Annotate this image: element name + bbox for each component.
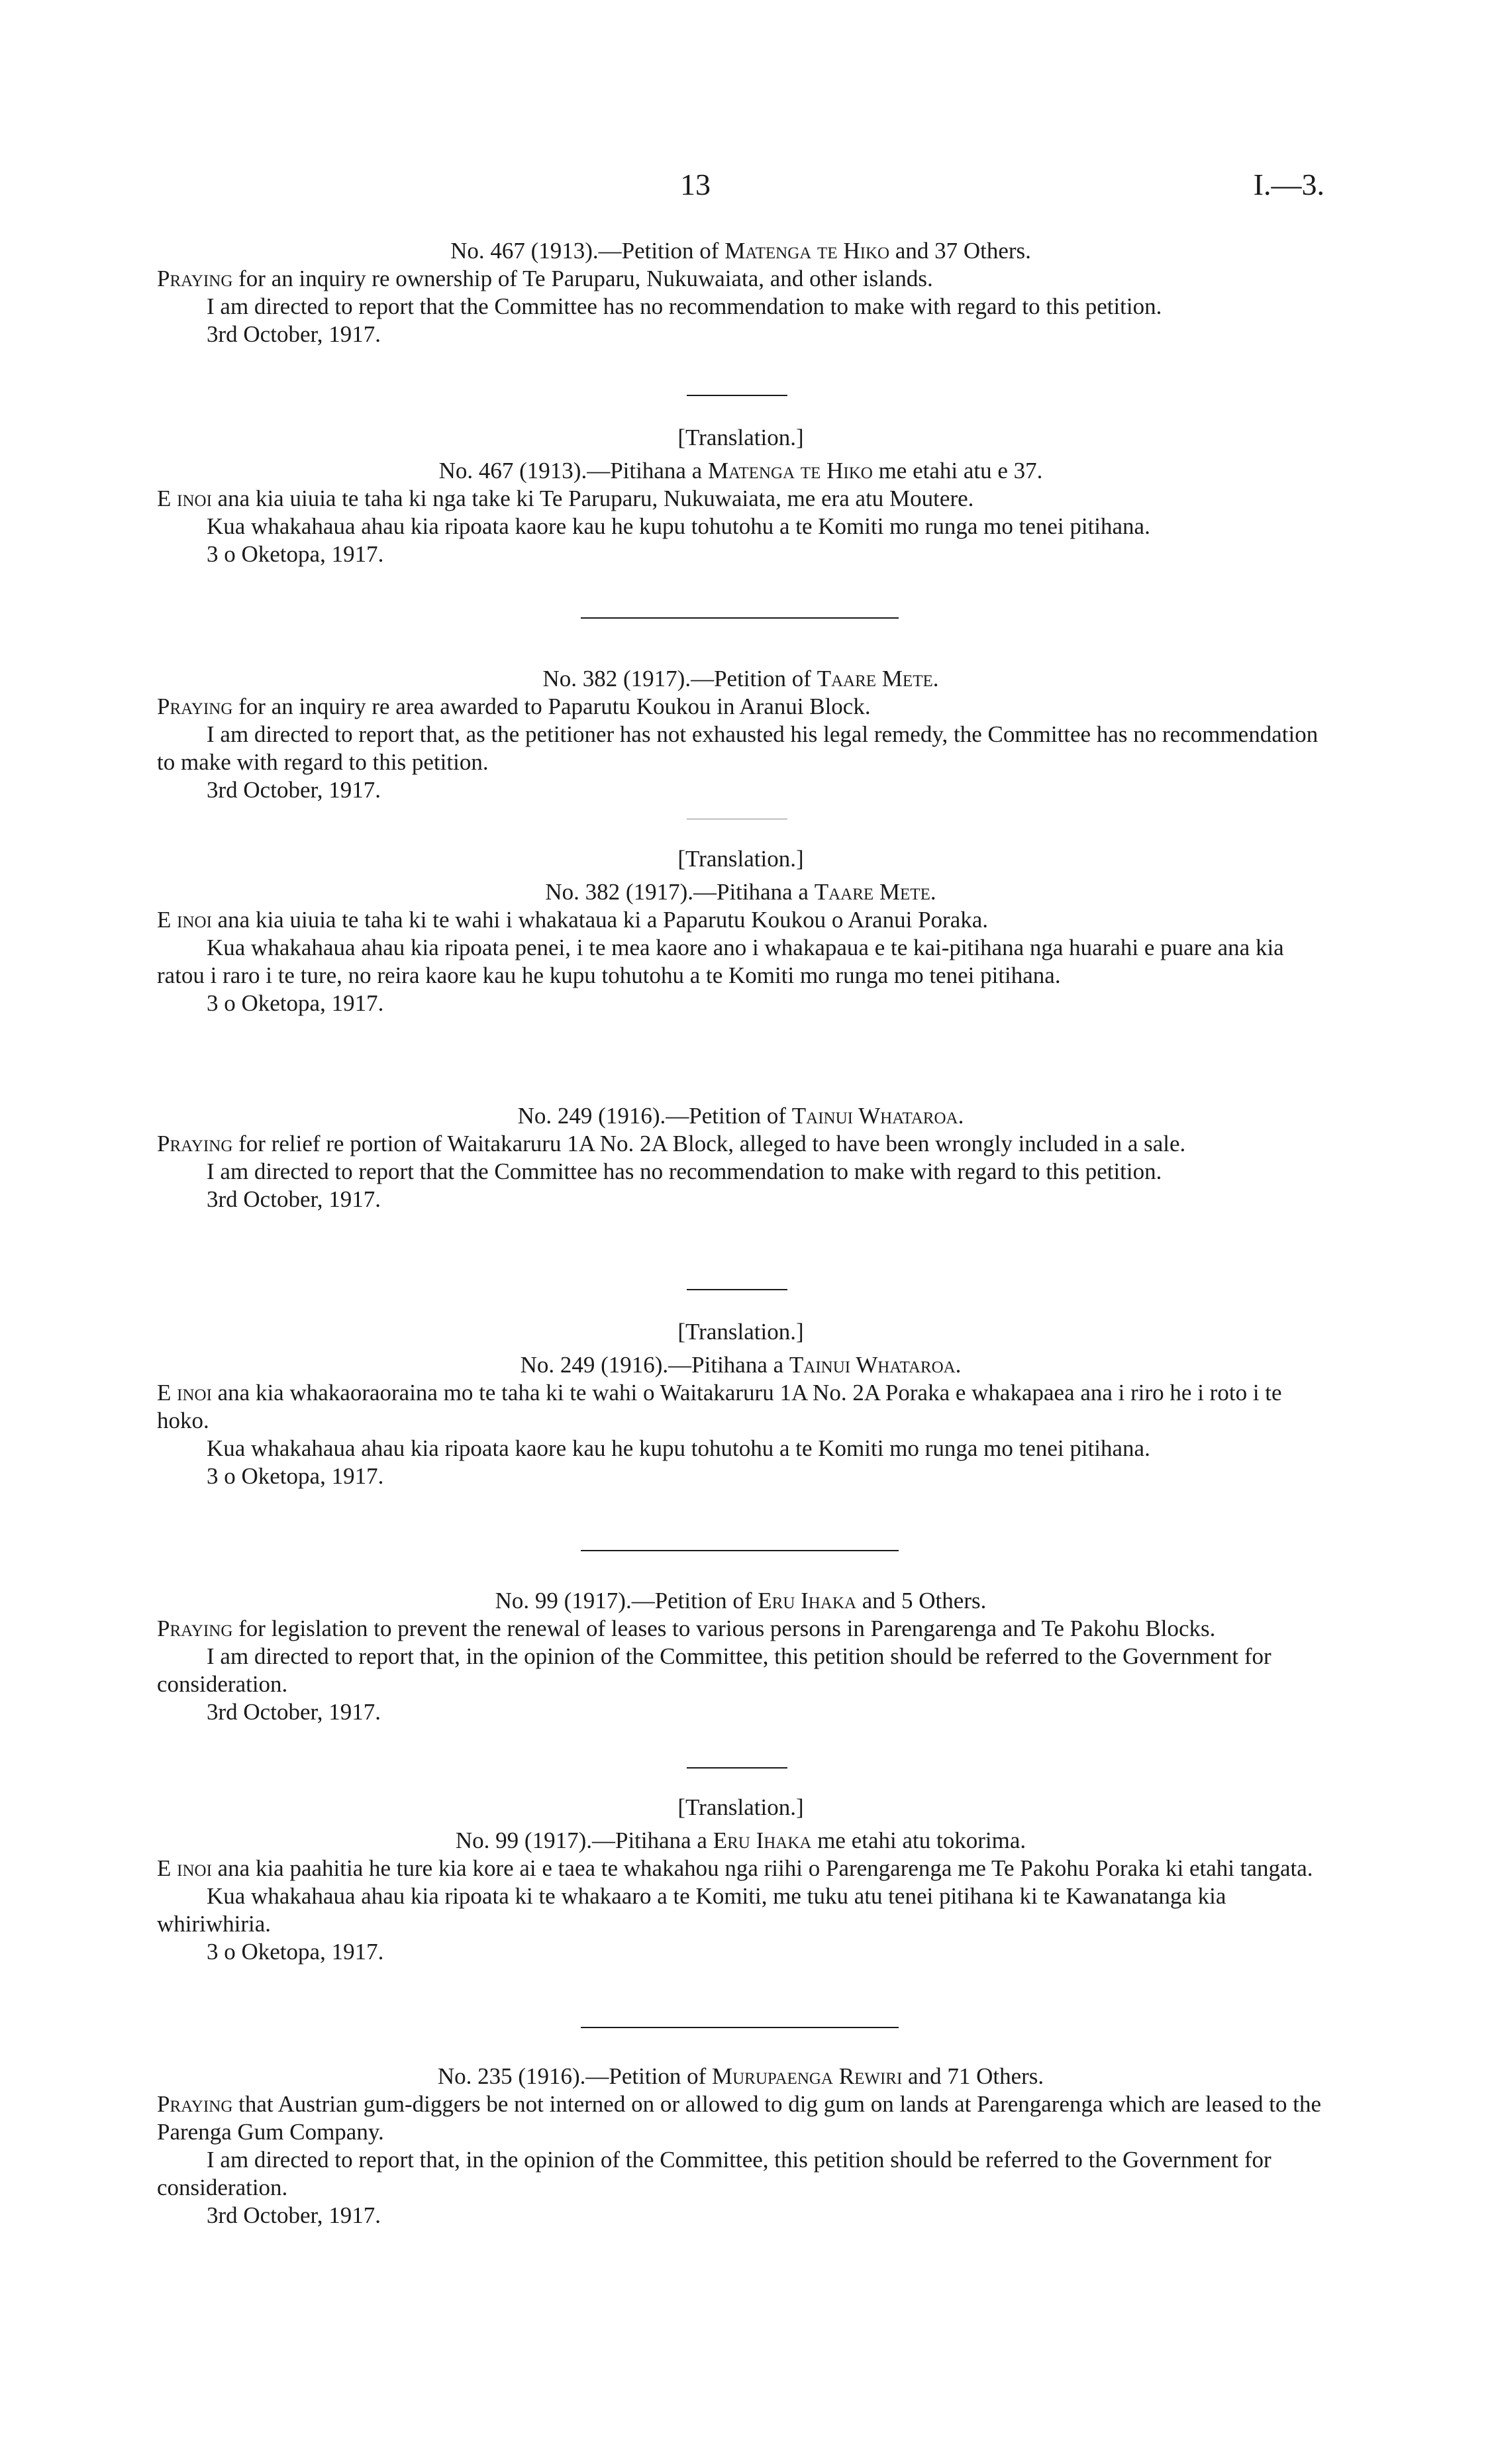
date-line: 3 o Oketopa, 1917. <box>207 541 384 567</box>
petition-title: No. 467 (1913).—Pitihana a Matenga te Hiko me etahi atu e 37. <box>438 458 1043 484</box>
date-line: 3rd October, 1917. <box>207 777 381 803</box>
page-header <box>157 168 1324 211</box>
petition-section <box>157 665 1324 804</box>
date-line: 3 o Oketopa, 1917. <box>207 1939 384 1965</box>
translation-label: [Translation.] <box>677 425 804 450</box>
translation-section <box>157 845 1324 1017</box>
divider-rule <box>687 1289 787 1290</box>
praying-paragraph: E inoi ana kia whakaoraoraina mo te taha ki te wahi o Waitakaruru 1A No. 2A Poraka e whakapaea ana i riro he i roto i te hoko. <box>157 1380 1282 1433</box>
praying-paragraph: Praying that Austrian gum-diggers be not interned on or allowed to dig gum on lands at Parengarenga which are leased to the Parenga Gum Company. <box>157 2091 1321 2145</box>
praying-paragraph: Praying for an inquiry re ownership of Te Paruparu, Nukuwaiata, and other islands. <box>157 266 933 291</box>
divider-rule <box>581 1550 899 1551</box>
report-paragraph: I am directed to report that the Committee has no recommendation to make with regard to this petition. <box>207 293 1162 319</box>
praying-paragraph: Praying for relief re portion of Waitakaruru 1A No. 2A Block, alleged to have been wrongly included in a sale. <box>157 1131 1186 1156</box>
petition-title: No. 99 (1917).—Pitihana a Eru Ihaka me etahi atu tokorima. <box>455 1827 1026 1853</box>
translation-section <box>157 1318 1324 1490</box>
petition-title: No. 235 (1916).—Petition of Murupaenga Rewiri and 71 Others. <box>437 2063 1044 2089</box>
report-paragraph: I am directed to report that the Committee has no recommendation to make with regard to this petition. <box>207 1158 1162 1184</box>
praying-paragraph: Praying for legislation to prevent the renewal of leases to various persons in Parengarenga and Te Pakohu Blocks. <box>157 1616 1216 1641</box>
report-paragraph: Kua whakahaua ahau kia ripoata ki te whakaaro a te Komiti, me tuku atu tenei pitihana ki te Kawanatanga kia whiriwhiria. <box>157 1883 1226 1937</box>
date-line: 3 o Oketopa, 1917. <box>207 990 384 1016</box>
petition-title: No. 249 (1916).—Pitihana a Tainui Whataroa. <box>520 1352 962 1378</box>
petition-section <box>157 2063 1324 2230</box>
report-paragraph: I am directed to report that, in the opinion of the Committee, this petition should be referred to the Government for consideration. <box>157 1643 1271 1697</box>
petition-section <box>157 1102 1324 1213</box>
date-line: 3rd October, 1917. <box>207 2202 381 2228</box>
report-paragraph: Kua whakahaua ahau kia ripoata kaore kau he kupu tohutohu a te Komiti mo runga mo tenei pitihana. <box>207 513 1150 539</box>
date-line: 3 o Oketopa, 1917. <box>207 1463 384 1489</box>
petition-title: No. 99 (1917).—Petition of Eru Ihaka and 5 Others. <box>495 1588 987 1614</box>
translation-label: [Translation.] <box>677 1794 804 1820</box>
translation-label: [Translation.] <box>677 1319 804 1345</box>
petition-title: No. 249 (1916).—Petition of Tainui Whataroa. <box>517 1103 964 1129</box>
report-paragraph: I am directed to report that, as the petitioner has not exhausted his legal remedy, the Committee has no recommendation to make with regard to this petition. <box>157 721 1319 775</box>
report-paragraph: I am directed to report that, in the opinion of the Committee, this petition should be referred to the Government for consideration. <box>157 2147 1271 2200</box>
translation-label: [Translation.] <box>677 846 804 872</box>
report-paragraph: Kua whakahaua ahau kia ripoata kaore kau he kupu tohutohu a te Komiti mo runga mo tenei pitihana. <box>207 1435 1150 1461</box>
divider-rule <box>581 617 899 619</box>
date-line: 3rd October, 1917. <box>207 1186 381 1212</box>
petition-section <box>157 237 1324 348</box>
date-line: 3rd October, 1917. <box>207 321 381 347</box>
translation-section <box>157 1794 1324 1966</box>
divider-rule <box>581 2027 899 2028</box>
praying-paragraph: Praying for an inquiry re area awarded to Paparutu Koukou in Aranui Block. <box>157 693 871 719</box>
document-reference: I.—3. <box>1253 168 1324 201</box>
translation-section <box>157 424 1324 568</box>
petition-section <box>157 1587 1324 1726</box>
petition-title: No. 467 (1913).—Petition of Matenga te Hiko and 37 Others. <box>450 238 1031 264</box>
petition-title: No. 382 (1917).—Pitihana a Taare Mete. <box>545 879 936 905</box>
page-number: 13 <box>680 168 711 201</box>
petition-title: No. 382 (1917).—Petition of Taare Mete. <box>542 666 939 692</box>
report-paragraph: Kua whakahaua ahau kia ripoata penei, i te mea kaore ano i whakapaua e te kai-pitihana nga huarahi e puare ana kia ratou i raro i te ture, no reira kaore kau he kupu tohutohu a te Komiti mo runga mo tenei pitihana. <box>157 935 1284 988</box>
praying-paragraph: E inoi ana kia uiuia te taha ki nga take ki Te Paruparu, Nukuwaiata, me era atu Moutere. <box>157 486 974 511</box>
praying-paragraph: E inoi ana kia paahitia he ture kia kore ai e taea te whakahou nga riihi o Parengarenga me Te Pakohu Poraka ki etahi tangata. <box>157 1855 1313 1881</box>
divider-rule <box>687 1767 787 1769</box>
date-line: 3rd October, 1917. <box>207 1699 381 1725</box>
praying-paragraph: E inoi ana kia uiuia te taha ki te wahi i whakataua ki a Paparutu Koukou o Aranui Poraka. <box>157 907 989 933</box>
divider-rule <box>687 395 787 396</box>
